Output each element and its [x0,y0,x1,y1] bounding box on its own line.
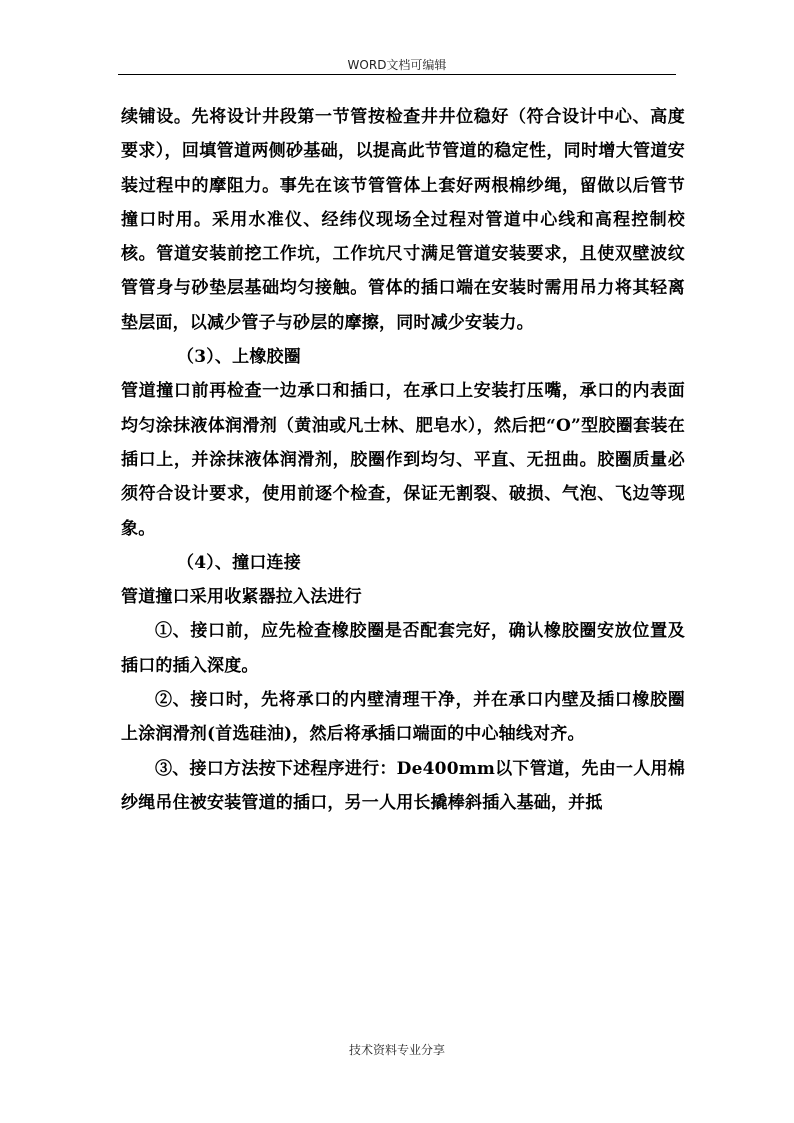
list-item-2: ②、接口时，先将承口的内壁清理干净，并在承口内壁及插口橡胶圈上涂润滑剂(首选硅油)，然后将承插口端面的中心轴线对齐。 [121,690,685,745]
subheading-rubber-ring: （3）、上橡胶圈 [177,347,301,368]
header-rule [118,74,676,75]
list-item-1: ①、接口前，应先检查橡胶圈是否配套完好，确认橡胶圈安放位置及插口的插入深度。 [121,621,685,676]
paragraph-pipe-laying: 续铺设。先将设计井段第一节管按检查井井位稳好（符合设计中心、高度要求），回填管道两侧砂基础，以提高此节管道的稳定性，同时增大管道安装过程中的摩阻力。事先在该节管管体上套好两根棉纱绳，留做以后管节撞口时用。采用水准仪、经纬仪现场全过程对管道中心线和高程控制校核。管道安装前挖工作坑，工作坑尺寸满足管道安装要求，且使双壁波纹管管身与砂垫层基础均匀接触。管体的插口端在安装时需用吊力将其轻离垫层面，以减少管子与砂层的摩擦，同时减少安装力。 [121,107,685,333]
paragraph-joint-method: 管道撞口采用收紧器拉入法进行 [121,587,362,608]
subheading-joint-connection: （4）、撞口连接 [177,552,301,573]
paragraph-rubber-ring: 管道撞口前再检查一边承口和插口，在承口上安装打压嘴，承口的内表面均匀涂抹液体润滑剂（黄油或凡士林、肥皂水），然后把“O”型胶圈套装在插口上，并涂抹液体润滑剂，胶圈作到均匀、平直、无扭曲。胶圈质量必须符合设计要求，使用前逐个检查，保证无割裂、破损、气泡、飞边等现象。 [121,381,685,539]
page-header: WORD文档可编辑 [347,58,447,72]
page-footer: 技术资料专业分享 [348,1043,445,1057]
list-item-3: ③、接口方法按下述程序进行：De400mm以下管道，先由一人用棉纱绳吊住被安装管道的插口，另一人用长撬棒斜插入基础，并抵 [121,758,685,813]
document-body [121,100,685,820]
